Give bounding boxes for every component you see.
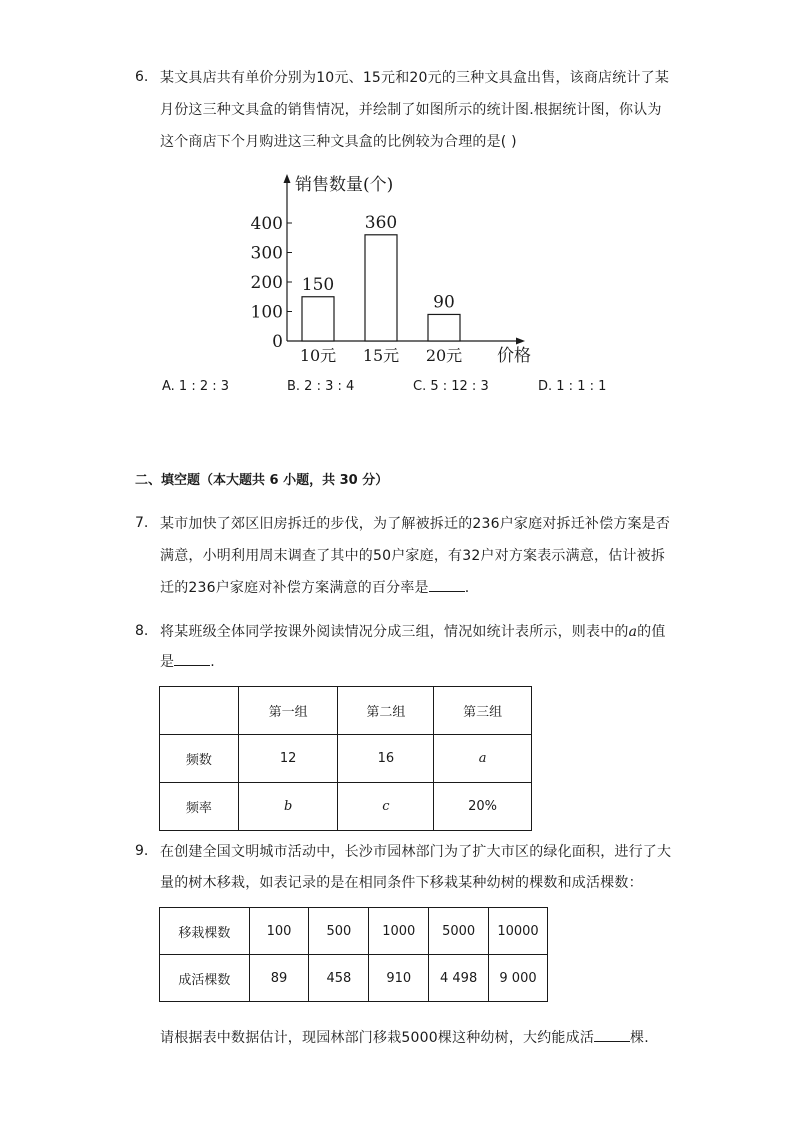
table-cell: 910 [369,955,429,1002]
section-title: 二、填空题（本大题共 6 小题，共 30 分） [135,473,389,488]
question-8-line-1-text: 将某班级全体同学按课外阅读情况分成三组，情况如统计表所示，则表中的 [160,624,629,640]
question-9-line-3 [160,1027,649,1047]
table-row-label: 移栽棵数 [160,908,250,955]
answer-blank-7[interactable] [429,579,465,592]
table-row [160,955,548,1002]
question-7-line-3 [160,577,469,597]
question-8-line-2 [160,651,215,671]
table-cell: 89 [249,955,309,1002]
table-header-cell: 第二组 [338,687,434,735]
table-cell: 500 [309,908,369,955]
y-tick-label: 100 [250,302,283,323]
table-cell: 100 [249,908,309,955]
option-a[interactable]: A. 1 : 2 : 3 [162,379,230,394]
bar-value-label: 360 [364,212,398,233]
option-d[interactable]: D. 1 : 1 : 1 [538,379,607,394]
y-axis-arrow [284,174,291,183]
option-b[interactable]: B. 2 : 3 : 4 [287,379,355,394]
question-8-line-1-tail: 的值 [637,624,666,640]
table-row-label: 频率 [160,783,239,831]
y-tick-label: 200 [250,273,283,293]
answer-blank-9[interactable] [594,1029,630,1042]
table-cell: 5000 [429,908,489,955]
question-9-number: 9. [135,843,149,859]
table-cell: 4 498 [429,955,489,1002]
x-tick-label: 20元 [425,346,463,365]
question-6-line-1: 某文具店共有单价分别为10元、15元和20元的三种文具盒出售，该商店统计了某 [160,70,670,86]
variable-a: a [628,624,638,640]
question-7-line-1: 某市加快了郊区旧房拆迁的步伐，为了解被拆迁的236户家庭对拆迁补偿方案是否 [160,516,671,532]
x-tick-label: 10元 [299,346,337,365]
table-header-cell: 第一组 [238,687,338,735]
question-9-tail: 棵. [630,1030,649,1046]
sales-bar-chart [245,168,545,368]
table-cell: a [434,735,532,783]
question-6-number: 6. [135,69,149,85]
question-9-line-2: 量的树木移栽，如表记录的是在相同条件下移栽某种幼树的棵数和成活棵数： [160,875,643,891]
table-cell: 16 [338,735,434,783]
table-cell: 1000 [369,908,429,955]
table-cell: c [338,783,434,831]
table-row [160,908,548,955]
table-cell: 12 [238,735,338,783]
bar [428,314,460,341]
y-tick-label: 300 [250,243,283,264]
question-6-line-3: 这个商店下个月购进这三种文具盒的比例较为合理的是( ) [160,134,517,150]
table-cell: 20% [434,783,532,831]
table-header-cell: 第三组 [434,687,532,735]
table-cell: b [238,783,338,831]
question-9-line-1: 在创建全国文明城市活动中，长沙市园林部门为了扩大市区的绿化面积，进行了大 [160,844,672,860]
table-cell: 10000 [489,908,548,955]
bar-value-label: 90 [433,292,455,313]
table-cell: 458 [309,955,369,1002]
question-8-number: 8. [135,623,149,639]
tree-survival-table [159,907,548,1002]
reading-groups-table [159,686,532,831]
option-c[interactable]: C. 5 : 12 : 3 [413,379,489,394]
question-7-line-3-text: 迁的236户家庭对补偿方案满意的百分率是 [160,580,429,596]
bar [365,235,397,341]
table-row [160,735,532,783]
y-axis-label: 销售数量(个) [295,175,394,195]
x-axis-label: 价格 [497,346,531,366]
table-row [160,687,532,735]
question-7-number: 7. [135,515,149,531]
y-tick-label: 0 [272,332,283,352]
table-row [160,783,532,831]
answer-blank-8[interactable] [174,653,210,666]
x-axis-arrow [516,338,525,345]
question-9-line-3-text: 请根据表中数据估计，现园林部门移栽5000棵这种幼树，大约能成活 [160,1030,595,1046]
question-8-tail: . [210,654,215,670]
table-cell: 9 000 [489,955,548,1002]
question-8-line-1 [160,621,666,641]
table-row-label: 频数 [160,735,239,783]
question-7-line-2: 满意，小明利用周末调查了其中的50户家庭，有32户对方案表示满意，估计被拆 [160,548,666,564]
bar [302,297,334,341]
question-6-line-2: 月份这三种文具盒的销售情况，并绘制了如图所示的统计图.根据统计图，你认为 [160,102,662,118]
table-row-label: 成活棵数 [160,955,250,1002]
table-cell [160,687,239,735]
y-tick-label: 400 [250,214,283,234]
x-tick-label: 15元 [362,346,400,365]
bar-value-label: 150 [301,274,335,295]
question-8-line-2-text: 是 [160,654,175,670]
question-7-tail: . [464,580,470,596]
